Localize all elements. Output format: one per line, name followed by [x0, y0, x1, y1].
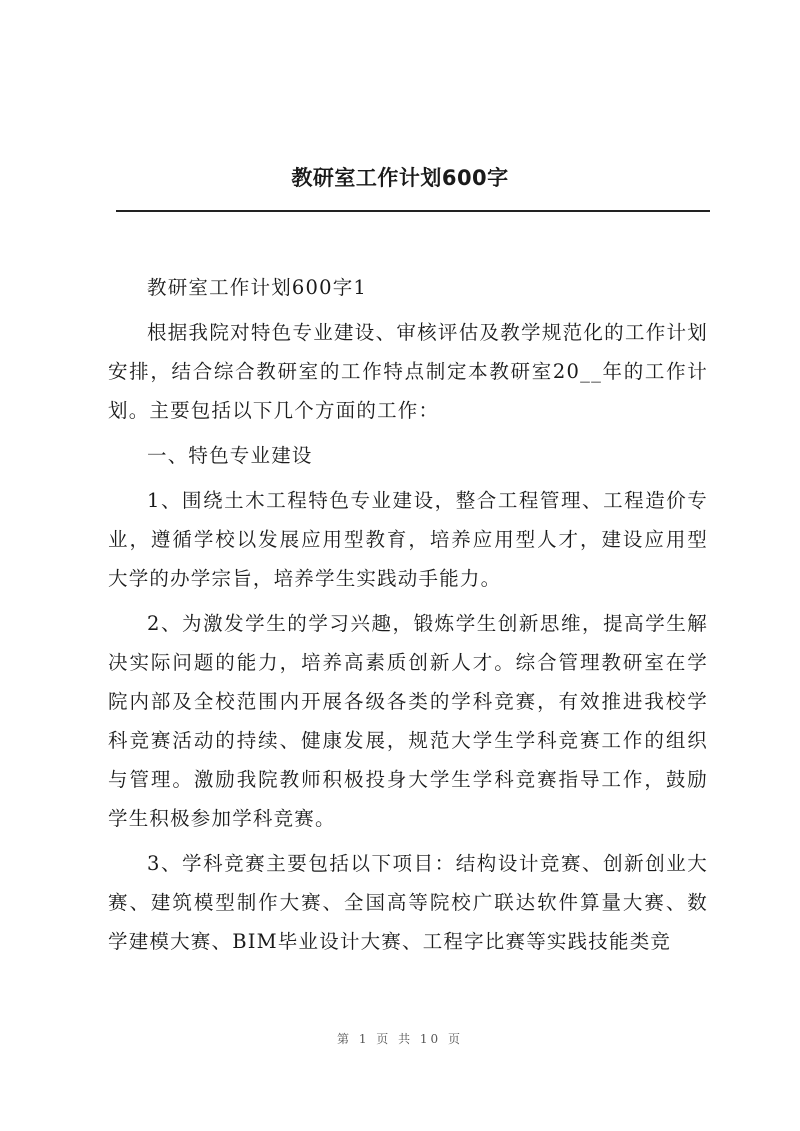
body-paragraph: 1、围绕土木工程特色专业建设，整合工程管理、工程造价专业，遵循学校以发展应用型教育，培养应用型人才，建设应用型大学的办学宗旨，培养学生实践动手能力。	[108, 489, 708, 590]
document-body	[108, 268, 708, 967]
section-heading: 一、特色专业建设	[147, 444, 313, 467]
title-divider	[116, 210, 710, 212]
section-heading: 教研室工作计划600字1	[147, 276, 368, 299]
body-paragraph: 3、学科竞赛主要包括以下项目：结构设计竞赛、创新创业大赛、建筑模型制作大赛、全国高等院校广联达软件算量大赛、数学建模大赛、BIM毕业设计大赛、工程字比赛等实践技能类竞	[108, 852, 708, 953]
page-number-footer: 第 1 页 共 10 页	[337, 1032, 463, 1046]
body-paragraph: 2、为激发学生的学习兴趣，锻炼学生创新思维，提高学生解决实际问题的能力，培养高素质创新人才。综合管理教研室在学院内部及全校范围内开展各级各类的学科竞赛，有效推进我校学科竞赛活动的持续、健康发展，规范大学生学科竞赛工作的组织与管理。激励我院教师积极投身大学生学科竞赛指导工作，鼓励学生积极参加学科竞赛。	[108, 612, 708, 830]
document-title: 教研室工作计划600字	[291, 166, 509, 190]
body-paragraph: 根据我院对特色专业建设、审核评估及教学规范化的工作计划安排，结合综合教研室的工作特点制定本教研室20__年的工作计划。主要包括以下几个方面的工作：	[108, 321, 708, 422]
